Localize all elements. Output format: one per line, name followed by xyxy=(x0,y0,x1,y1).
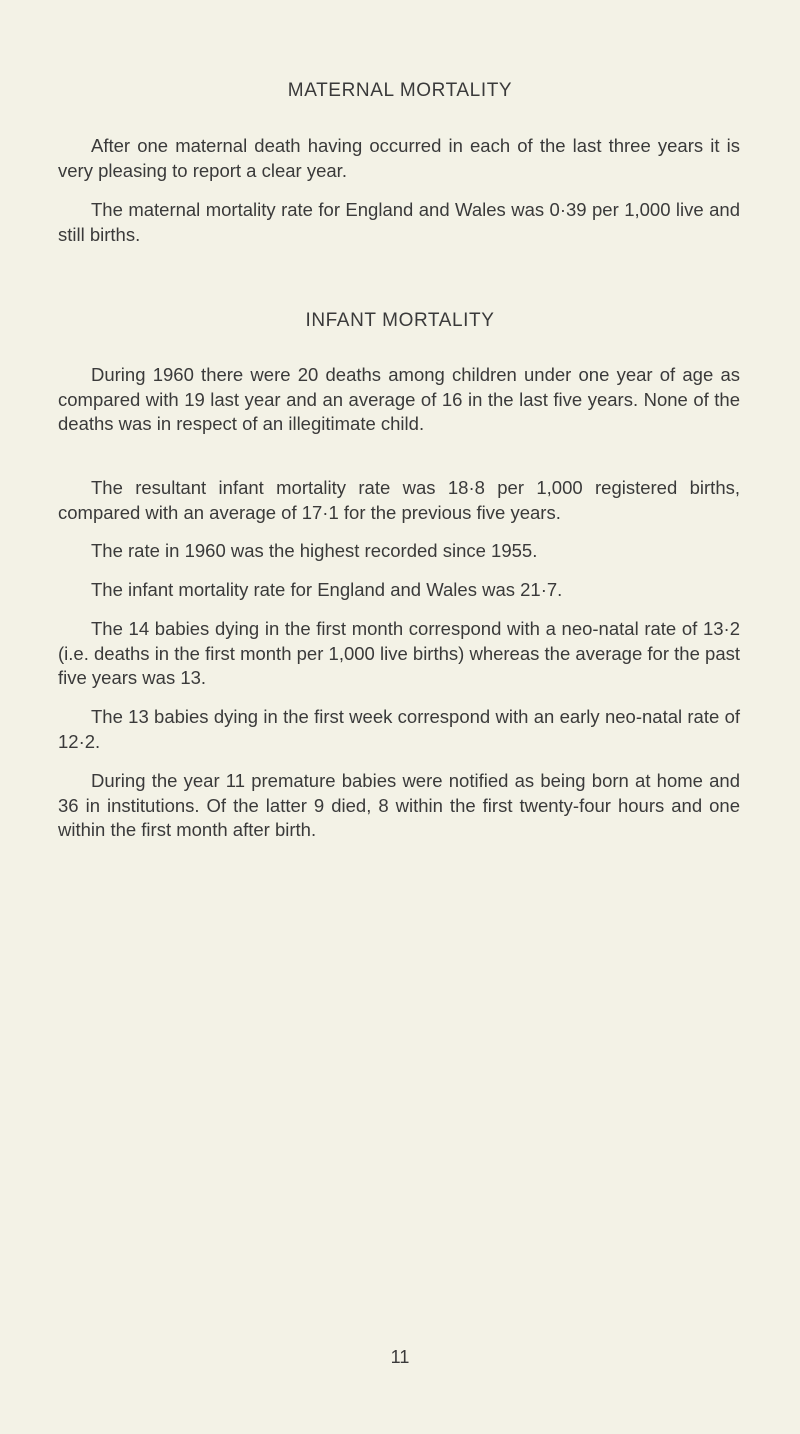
infant-paragraph-3: The rate in 1960 was the highest recorded since 1955. xyxy=(91,540,538,561)
infant-paragraph-4: The infant mortality rate for England and Wales was 21·7. xyxy=(91,579,563,600)
infant-paragraph-5: The 14 babies dying in the first month correspond with a neo-natal rate of 13·2 (i.e. deaths in the first month per 1,000 live births) whereas the average for the past five years was 13. xyxy=(58,618,740,688)
infant-paragraph-2: The resultant infant mortality rate was 18·8 per 1,000 registered births, compared with an average of 17·1 for the previous five years. xyxy=(58,477,740,523)
maternal-paragraph-2: The maternal mortality rate for England and Wales was 0·39 per 1,000 live and still births. xyxy=(58,199,740,245)
maternal-paragraph-1: After one maternal death having occurred in each of the last three years it is very pleasing to report a clear year. xyxy=(58,135,740,181)
infant-mortality-heading: INFANT MORTALITY xyxy=(305,310,495,331)
page-number: 11 xyxy=(390,1347,410,1367)
infant-paragraph-1: During 1960 there were 20 deaths among children under one year of age as compared with 19 last year and an average of 16 in the last five years. None of the deaths was in respect of an illegitimate child. xyxy=(58,364,740,434)
infant-paragraph-7: During the year 11 premature babies were notified as being born at home and 36 in institutions. Of the latter 9 died, 8 within the first twenty-four hours and one within the first month after birth. xyxy=(58,770,740,840)
infant-paragraph-6: The 13 babies dying in the first week correspond with an early neo-natal rate of 12·2. xyxy=(58,706,740,752)
maternal-mortality-heading: MATERNAL MORTALITY xyxy=(287,80,513,101)
